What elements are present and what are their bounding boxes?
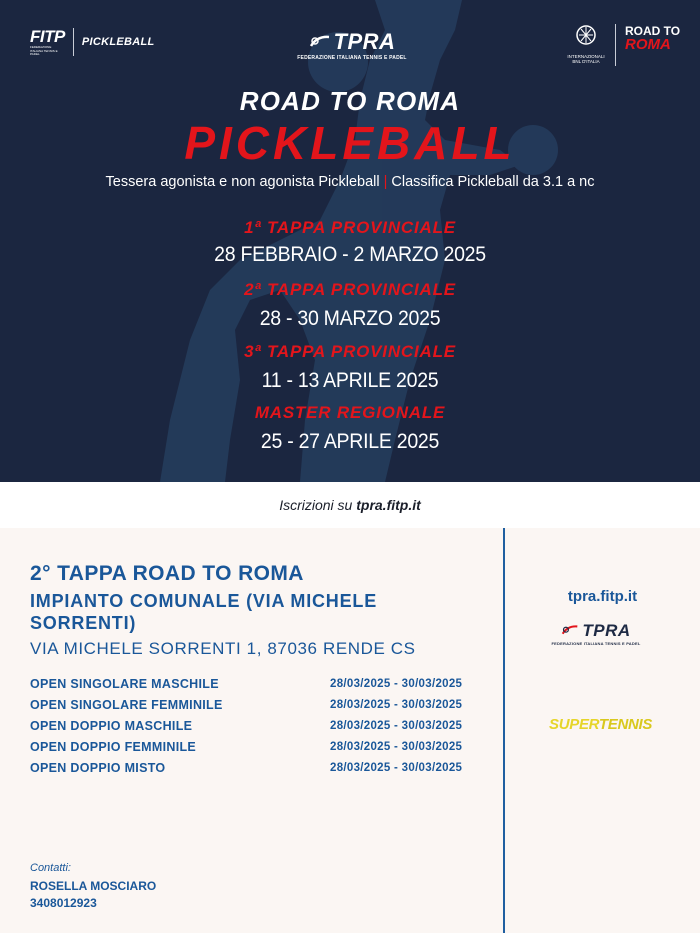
sidebar-tpra-subtitle: FEDERAZIONE ITALIANA TENNIS E PADEL [551, 641, 641, 646]
subline-left: Tessera agonista e non agonista Pickleball [105, 174, 380, 190]
stage-master-label: MASTER REGIONALE [254, 403, 446, 422]
registration-link[interactable]: tpra.fitp.it [356, 497, 421, 513]
hero-subline [0, 174, 700, 190]
event-dates: 28/03/2025 - 30/03/2025 [330, 762, 463, 775]
stage-2-label: 2ª TAPPA PROVINCIALE [244, 280, 456, 299]
subline-separator: | [383, 174, 388, 190]
bnl-emblem-icon [574, 24, 598, 46]
contact-phone[interactable]: 3408012923 [30, 896, 97, 910]
tpra-logo-subtitle: FEDERAZIONE ITALIANA TENNIS E PADEL [297, 55, 407, 61]
bnl-logo-subtitle: INTERNAZIONALI BNL D'ITALIA [567, 54, 605, 64]
event-row [30, 715, 490, 736]
event-name: OPEN DOPPIO FEMMINILE [30, 740, 197, 755]
tpra-logo-mark: TPRA [333, 29, 396, 54]
tpra-logo [292, 31, 412, 61]
fitp-logo [30, 28, 155, 57]
hero-title-pickleball: PICKLEBALL [184, 117, 516, 169]
registration-strip [0, 482, 700, 528]
pickleball-logo-text: PICKLEBALL [81, 36, 155, 49]
event-name: OPEN SINGOLARE MASCHILE [30, 676, 219, 691]
road-to-roma-logo [566, 24, 680, 66]
fitp-logo-mark: FITP [30, 27, 65, 46]
event-dates: 28/03/2025 - 30/03/2025 [330, 698, 463, 711]
fitp-logo-subtitle: FEDERAZIONE ITALIANA TENNIS E PADEL [30, 45, 58, 56]
stage-3-label: 3ª TAPPA PROVINCIALE [244, 342, 456, 361]
event-row [30, 758, 490, 779]
registration-prefix: Iscrizioni su [279, 497, 353, 513]
event-dates: 28/03/2025 - 30/03/2025 [330, 677, 463, 690]
event-title: 2° TAPPA ROAD TO ROMA [30, 562, 304, 585]
stage-master-dates: 25 - 27 APRILE 2025 [260, 430, 440, 453]
hero-title-road: ROAD TO ROMA [239, 86, 461, 116]
tpra-swoosh-icon [561, 624, 579, 637]
event-venue: IMPIANTO COMUNALE (VIA MICHELE SORRENTI) [30, 591, 377, 633]
stage-1-dates: 28 FEBBRAIO - 2 MARZO 2025 [214, 243, 486, 266]
stage-2-dates: 28 - 30 MARZO 2025 [259, 307, 441, 330]
event-dates: 28/03/2025 - 30/03/2025 [330, 741, 463, 754]
supertennis-part1: SUPER [549, 716, 599, 733]
event-name: OPEN SINGOLARE FEMMINILE [30, 697, 223, 712]
logo-divider [73, 28, 74, 56]
supertennis-logo [549, 716, 652, 733]
subline-right: Classifica Pickleball da 3.1 a nc [391, 174, 595, 190]
supertennis-part2: TENNIS [598, 716, 653, 733]
sidebar-site-link[interactable]: tpra.fitp.it [567, 588, 638, 605]
event-row [30, 737, 490, 758]
event-name: OPEN DOPPIO MISTO [30, 761, 166, 776]
contacts-label: Contatti: [30, 862, 71, 874]
stage-1-label: 1ª TAPPA PROVINCIALE [244, 218, 456, 237]
event-dates: 28/03/2025 - 30/03/2025 [330, 719, 463, 732]
stage-3-dates: 11 - 13 APRILE 2025 [261, 369, 439, 392]
events-list [30, 673, 490, 779]
bnl-logo [566, 24, 606, 64]
event-name: OPEN DOPPIO MASCHILE [30, 718, 193, 733]
contact-name: ROSELLA MOSCIARO [30, 879, 157, 893]
road-logo-line2: ROMA [625, 36, 671, 53]
sidebar-tpra-mark: TPRA [582, 621, 631, 640]
sidebar-tpra-logo [549, 622, 643, 646]
event-row [30, 694, 490, 715]
event-address: VIA MICHELE SORRENTI 1, 87036 RENDE CS [30, 639, 416, 658]
road-logo-line1: ROAD TO [625, 24, 681, 38]
logo-divider [615, 24, 616, 66]
tpra-swoosh-icon [309, 34, 331, 50]
event-row [30, 673, 490, 694]
